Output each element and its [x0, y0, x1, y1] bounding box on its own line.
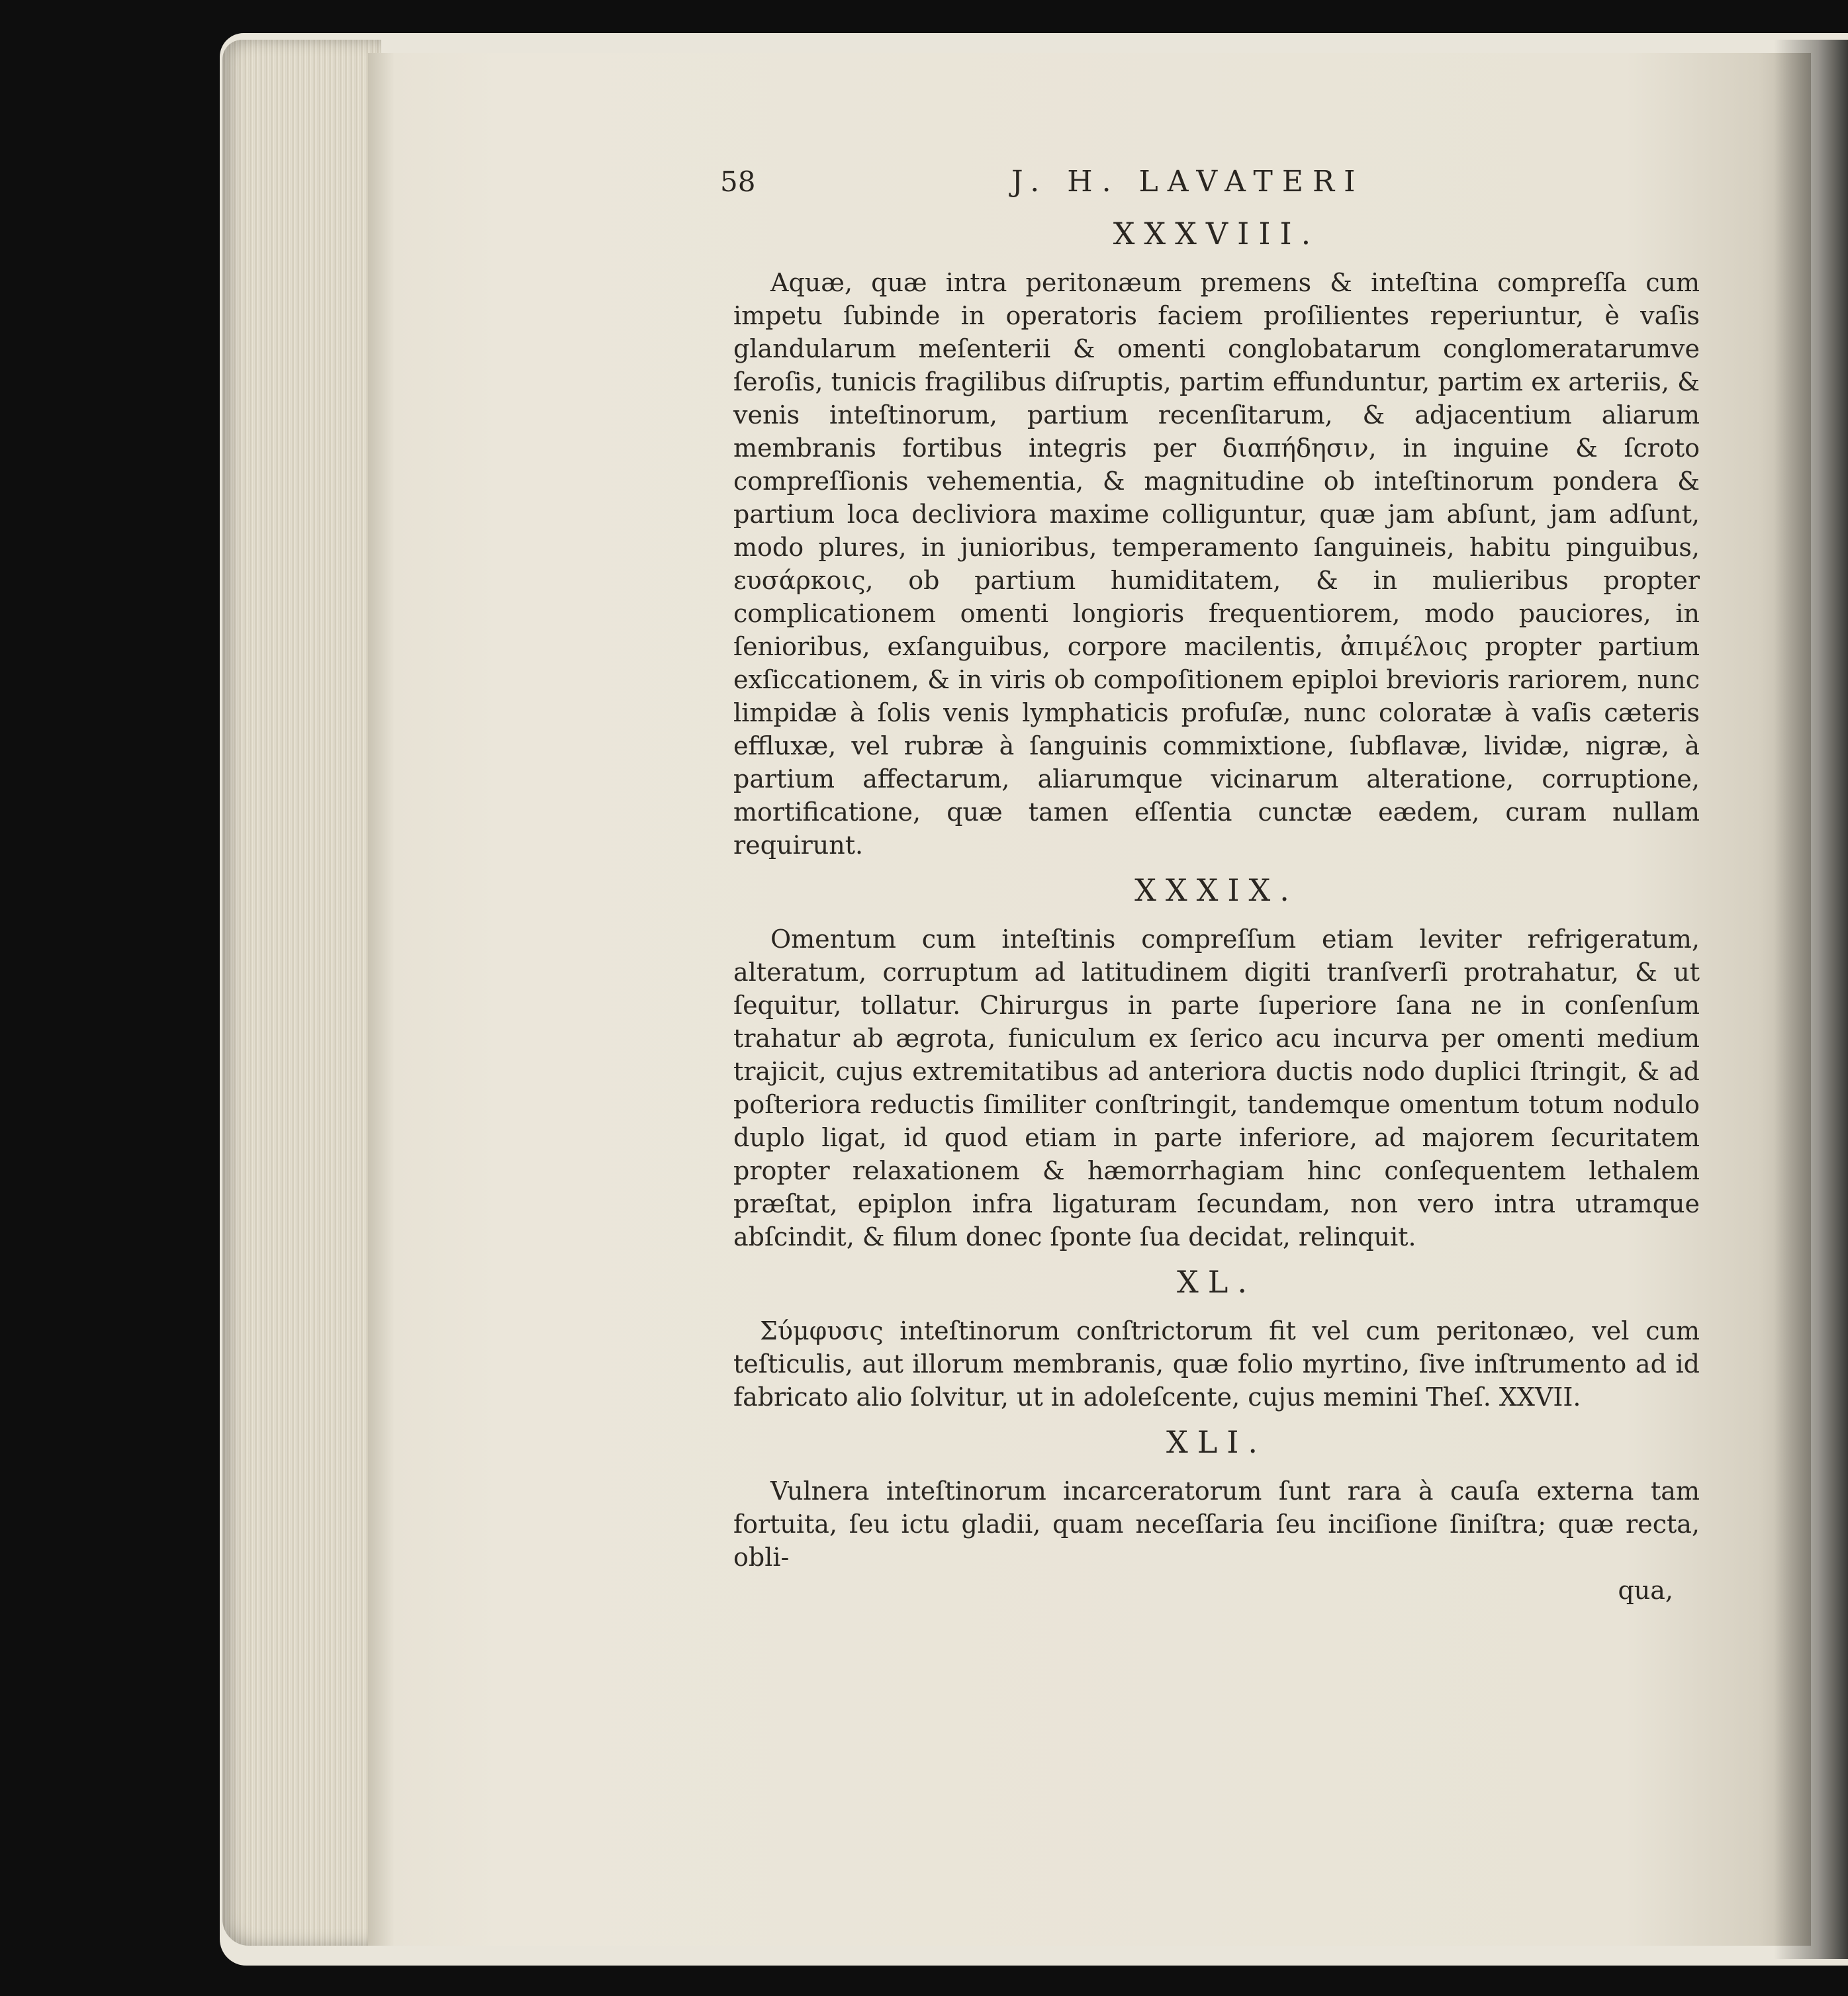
section-heading: XXXVIII.: [1113, 216, 1320, 251]
section-heading: XXXIX.: [1134, 872, 1299, 908]
catchword: qua,: [1618, 1576, 1673, 1605]
text-block: [720, 159, 1700, 1607]
section-paragraph: Omentum cum inteſtinis compreſſum etiam leviter refrigeratum, alteratum, corruptum ad latitudinem digiti tranſverſi protrahatur, & ut ſequitur, tollatur. Chirurgus in parte ſuperiore ſana ne in conſenſum trahatur ab ægrota, funiculum ex ſerico acu incurva per omenti medium trajicit, cujus extremitatibus ad anteriora ductis nodo duplici ſtringit, & ad poſteriora reductis ſimiliter conſtringit, tandemque omentum totum nodulo duplo ligat, id quod etiam in parte inferiore, ad majorem ſecuritatem propter relaxationem & hæmorrhagiam hinc conſequentem lethalem præſtat, epiplon infra ligaturam ſecundam, non vero intra utramque abſcindit, & filum donec ſponte ſua decidat, relinquit.: [733, 925, 1700, 1251]
gutter-shadow: [1774, 40, 1848, 1959]
running-head: J. H. LAVATERI: [1011, 165, 1365, 199]
page-edges: [222, 40, 381, 1946]
page-number: 58: [720, 165, 756, 198]
section-heading: XL.: [1177, 1264, 1256, 1300]
section-paragraph: Σύμφυσις inteſtinorum conſtrictorum fit vel cum peritonæo, vel cum teſticulis, aut illorum membranis, quæ folio myrtino, ſive inſtrumento ad id fabricato alio ſolvitur, ut in adoleſcente, cujus memini Theſ. XXVII.: [733, 1316, 1700, 1412]
section-paragraph: Vulnera inteſtinorum incarceratorum ſunt rara à cauſa externa tam fortuita, ſeu ictu gladii, quam neceſſaria ſeu inciſione ſiniſtra; quæ recta, obli-: [733, 1476, 1700, 1572]
section-paragraph: Aquæ, quæ intra peritonæum premens & inteſtina compreſſa cum impetu ſubinde in operatoris faciem proſilientes reperiuntur, è vaſis glandularum meſenterii & omenti conglobatarum conglomeratarumve ſeroſis, tunicis fragilibus diſruptis, partim effunduntur, partim ex arteriis, & venis inteſtinorum, partium recenſitarum, & adjacentium aliarum membranis fortibus integris per διαπήδησιν, in inguine & ſcroto compreſſionis vehementia, & magnitudine ob inteſtinorum pondera & partium loca decliviora maxime colliguntur, quæ jam abſunt, jam adſunt, modo plures, in junioribus, temperamento ſanguineis, habitu pinguibus, ευσάρκοις, ob partium humiditatem, & in mulieribus propter complicationem omenti longioris frequentiorem, modo pauciores, in ſenioribus, exſanguibus, corpore macilentis, ἀπιμέλοις propter partium exſiccationem, & in viris ob compoſitionem epiploi brevioris rariorem, nunc limpidæ à ſolis venis lymphaticis profuſæ, nunc coloratæ à vaſis cæteris effluxæ, vel rubræ à ſanguinis commixtione, ſubflavæ, lividæ, nigræ, à partium affectarum, aliarumque vicinarum alteratione, corruptione, mortificatione, quæ tamen eſſentia cunctæ eædem, curam nullam requirunt.: [733, 268, 1700, 860]
section-xxxix: [733, 874, 1700, 1253]
section-heading: XLI.: [1166, 1424, 1268, 1460]
page-header: [720, 159, 1700, 205]
section-xli: [733, 1426, 1700, 1574]
section-xxxviii: [733, 217, 1700, 862]
section-xl: [733, 1265, 1700, 1414]
